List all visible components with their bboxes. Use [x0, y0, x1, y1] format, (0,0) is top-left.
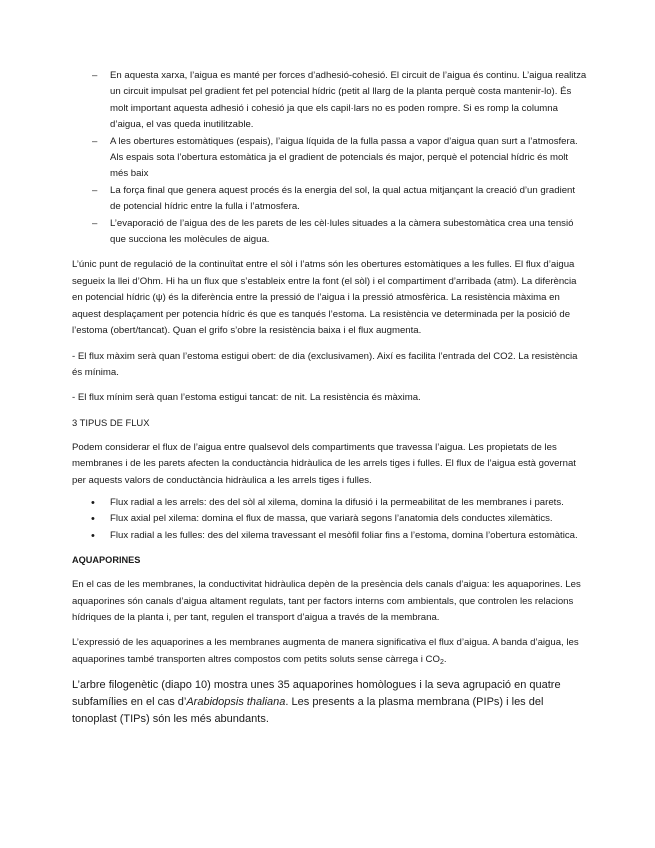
paragraph-aquaporines-3-a: L’arbre filogenètic (diapo 10) mostra unes 35 aquaporines homòlogues i la seva agrupació en quatre subfamílies en el cas d’ — [72, 679, 561, 708]
dash-list-item: – La força final que genera aquest procés és la energia del sol, la qual actua mitjançant la creació d’un gradient de potencial hídric entre la fulla i l’atmosfera. — [72, 183, 588, 216]
dash-list-item: – L’evaporació de l’aigua des de les parets de les cèl·lules situades a la càmera subestomàtica crea una tensió que succiona les molècules de aigua. — [72, 216, 588, 249]
document-body — [72, 68, 588, 728]
paragraph-aquaporines-1: En el cas de les membranes, la conductivitat hidràulica depèn de la presència dels canals d’aigua: les aquaporines. Les aquaporines són canals d’aigua altament regulats, tant per factors interns com ambientals, que controlen les relacions hídriques de la planta i, per tant, regulen el transport d’aigua a través de la membrana. — [72, 579, 581, 623]
paragraph-flux: Podem considerar el flux de l’aigua entre qualsevol dels compartiments que travessa l’aigua. Les propietats de les membranes i de les parets afecten la conductància hidràulica de les arrels tiges i fulles. El flux de l’aigua està governat per aquests valors de conductància hidràulica a les arrels tiges i fulles. — [72, 441, 576, 486]
paragraph-aquaporines-3 — [72, 677, 588, 727]
paragraph-aquaporines-3-b: . Les presents a la plasma membrana (PIPs) i les del tonoplast (TIPs) són les més abundants. — [72, 695, 544, 725]
paragraph-regulation: L’únic punt de regulació de la continuïtat entre el sòl i l’atms són les obertures estomàtiques a les fulles. El flux d’aigua segueix la llei d’Ohm. Hi ha un flux que s’estableix entre la font (el sòl) i el compartiment d’arribada (atm). La diferència en potencial hídric (ψ) és la diferència entre la pressió de l’aigua i la pressió atmosfèrica. La resistència màxima en aquest desplaçament per potencia hídric és que es tanqués l’estoma. La resistència ve determinada per la posició de l’estoma (obert/tancat). Quan el grifo s’obre la resistència baixa i el flux augmenta. — [72, 259, 577, 337]
dash-list-item: – A les obertures estomàtiques (espais), l’aigua líquida de la fulla passa a vapor d’aigua quan surt a l’atmosfera. Als espais sota l’obertura estomàtica ja el gradient de potencials és major, perquè el potencial hídric és molt més baix — [72, 134, 588, 183]
bullet-list — [72, 495, 588, 544]
paragraph-aquaporines-2-text: L’expressió de les aquaporines a les membranes augmenta de manera significativa el flux d’aigua. A banda d’aigua, les aquaporines també transporten altres compostos com petits soluts sense càrrega i CO — [72, 637, 579, 665]
bullet-list-item: • Flux radial a les arrels: des del sòl al xilema, domina la difusió i la permeabilitat de les membranes i parets. — [72, 495, 588, 511]
paragraph-aquaporines-2 — [72, 635, 588, 671]
paragraph-aquaporines-2-end: . — [443, 653, 447, 665]
bullet-list-item: • Flux axial pel xilema: domina el flux de massa, que variarà segons l’anatomia dels conductes xilemàtics. — [72, 511, 588, 527]
dash-list — [72, 68, 588, 248]
paragraph-min-flux: - El flux mínim serà quan l’estoma estigui tancat: de nit. La resistència és màxima. — [72, 392, 421, 404]
section-heading-flux: 3 TIPUS DE FLUX — [72, 416, 150, 428]
subscript-2: 2 — [439, 658, 444, 666]
bullet-list-item: • Flux radial a les fulles: des del xilema travessant el mesòfil foliar fins a l’estoma, domina l’obertura estomàtica. — [72, 528, 588, 544]
paragraph-max-flux: - El flux màxim serà quan l’estoma estigui obert: de dia (exclusivamen). Així es facilita l’entrada del CO2. La resistència és mínima. — [72, 350, 578, 378]
species-name: Arabidopsis thaliana — [186, 695, 286, 708]
section-heading-aquaporines: AQUAPORINES — [72, 555, 141, 566]
dash-list-item: – En aquesta xarxa, l’aigua es manté per forces d’adhesió-cohesió. El circuit de l’aigua és continu. L’aigua realitza un circuit impulsat pel gradient fet pel potencial hídric (petit al llarg de la planta perquè costa mantenir-lo). És molt important aquesta adhesió i cohesió ja que els capil·lars no es poden rompre. Si es romp la columna d’aigua, el vas queda inutilitzable. — [72, 68, 588, 134]
